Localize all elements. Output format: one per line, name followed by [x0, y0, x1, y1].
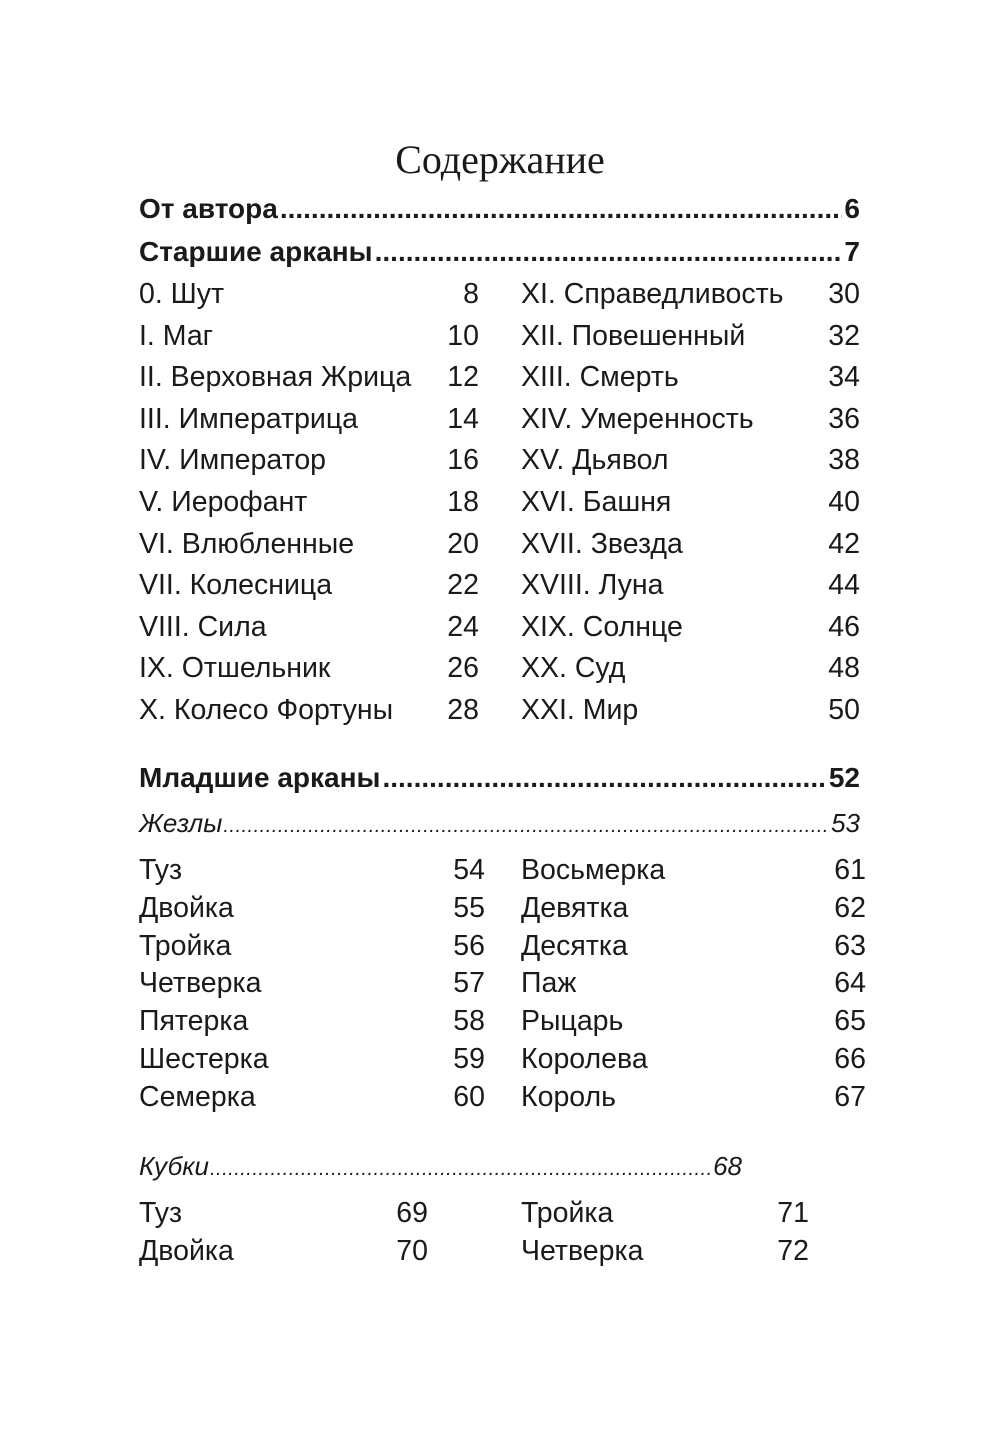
dot-leader: [210, 1151, 712, 1187]
dot-leader: [382, 758, 826, 798]
toc-entry-page: 71: [777, 1197, 809, 1229]
toc-entry[interactable]: [521, 440, 860, 482]
toc-entry[interactable]: [139, 357, 479, 399]
toc-entry-from-author[interactable]: [139, 189, 860, 229]
toc-entry-page: 6: [844, 193, 860, 224]
toc-entry-page: 63: [834, 929, 866, 962]
toc-entry[interactable]: [521, 965, 866, 1003]
toc-entry-label: Шестерка: [139, 1042, 269, 1075]
toc-entry[interactable]: [521, 524, 860, 566]
toc-entry-label: IX. Отшельник: [139, 652, 331, 685]
toc-entry-page: 44: [828, 569, 860, 602]
toc-entry-label: Туз: [139, 1197, 183, 1229]
toc-entry[interactable]: [139, 565, 479, 607]
toc-entry-page: 48: [828, 652, 860, 685]
toc-entry-page: 57: [453, 967, 485, 1000]
toc-entry[interactable]: [139, 524, 479, 566]
wands-list-left: [139, 852, 485, 1117]
toc-entry-label: Пятерка: [139, 1005, 249, 1038]
toc-entry-label: XIV. Умеренность: [521, 402, 754, 435]
toc-entry-label: III. Императрица: [139, 402, 359, 435]
toc-entry-page: 22: [447, 569, 479, 602]
toc-entry-label: XIII. Смерть: [521, 361, 679, 394]
major-arcana-list-right: [521, 274, 860, 732]
toc-entry[interactable]: [521, 1079, 866, 1117]
toc-entry-page: 50: [828, 693, 860, 726]
toc-entry-page: 58: [453, 1005, 485, 1038]
toc-entry-page: 70: [396, 1234, 428, 1267]
toc-entry-page: 52: [828, 762, 860, 793]
toc-entry-label: XV. Дьявол: [521, 444, 669, 477]
toc-entry-page: 66: [834, 1042, 866, 1075]
toc-entry[interactable]: [521, 690, 860, 732]
toc-entry[interactable]: [139, 440, 479, 482]
toc-entry[interactable]: [521, 565, 860, 607]
dot-leader: [375, 232, 843, 272]
toc-entry-label: 0. Шут: [139, 278, 225, 310]
toc-entry-page: 20: [447, 527, 479, 560]
toc-entry-page: 61: [834, 854, 866, 886]
toc-entry-cups[interactable]: [139, 1148, 742, 1187]
toc-entry-label: Восьмерка: [521, 854, 666, 886]
toc-entry-label: XIX. Солнце: [521, 610, 683, 643]
toc-entry-page: 8: [463, 278, 479, 310]
toc-entry-page: 10: [447, 319, 479, 352]
toc-entry[interactable]: [521, 648, 860, 690]
toc-entry-label: XVI. Башня: [521, 485, 672, 518]
toc-entry-page: 42: [828, 527, 860, 560]
toc-entry-label: Тройка: [139, 929, 232, 962]
toc-entry-label: VII. Колесница: [139, 569, 333, 602]
toc-entry-page: 56: [453, 929, 485, 962]
toc-entry-page: 54: [453, 854, 485, 886]
toc-entry[interactable]: [521, 482, 860, 524]
toc-entry-page: 53: [831, 808, 860, 838]
toc-entry[interactable]: [521, 852, 866, 890]
page-title: Содержание: [395, 137, 605, 182]
toc-entry-page: 55: [453, 891, 485, 924]
toc-entry[interactable]: [139, 1079, 485, 1117]
toc-entry[interactable]: [139, 1195, 428, 1233]
toc-entry-page: 62: [834, 891, 866, 924]
toc-entry-page: 12: [447, 361, 479, 394]
toc-entry[interactable]: [521, 1041, 866, 1079]
toc-entry[interactable]: [139, 890, 485, 928]
toc-entry-page: 72: [777, 1234, 809, 1267]
toc-entry-label: XXI. Мир: [521, 693, 639, 726]
toc-entry[interactable]: [139, 607, 479, 649]
major-arcana-list-left: [139, 274, 479, 732]
toc-entry-page: 18: [447, 485, 479, 518]
toc-entry[interactable]: [521, 274, 860, 316]
toc-entry-label: Четверка: [521, 1234, 644, 1267]
toc-entry-label: I. Маг: [139, 319, 214, 352]
cups-list-left: [139, 1195, 428, 1271]
toc-entry-label: XI. Справедливость: [521, 278, 784, 310]
toc-entry-wands[interactable]: [139, 805, 860, 844]
toc-entry-page: 67: [834, 1080, 866, 1113]
toc-entry-page: 36: [828, 402, 860, 435]
toc-entry-page: 34: [828, 361, 860, 394]
toc-entry-label: Паж: [521, 967, 577, 1000]
toc-entry-page: 40: [828, 485, 860, 518]
toc-entry[interactable]: [521, 1233, 809, 1271]
toc-entry-page: 32: [828, 319, 860, 352]
toc-entry[interactable]: [521, 928, 866, 966]
dot-leader: [280, 189, 843, 229]
toc-entry-label: Старшие арканы: [139, 236, 373, 267]
dot-leader: [223, 808, 830, 844]
toc-entry[interactable]: [521, 1195, 809, 1233]
toc-entry-page: 46: [828, 610, 860, 643]
toc-entry-page: 69: [396, 1197, 428, 1229]
toc-entry[interactable]: [139, 1003, 485, 1041]
toc-entry[interactable]: [139, 1041, 485, 1079]
toc-entry-page: 38: [828, 444, 860, 477]
toc-entry-label: Младшие арканы: [139, 762, 381, 793]
toc-entry-label: X. Колесо Фортуны: [139, 693, 394, 726]
toc-entry-label: Кубки: [139, 1151, 209, 1181]
toc-entry-minor-arcana[interactable]: [139, 758, 860, 798]
toc-entry-label: VI. Влюбленные: [139, 527, 355, 560]
toc-entry-label: Десятка: [521, 929, 628, 962]
toc-entry-label: От автора: [139, 193, 278, 224]
toc-entry-major-arcana[interactable]: [139, 232, 860, 272]
toc-entry-label: XII. Повешенный: [521, 319, 746, 352]
toc-entry-label: Четверка: [139, 967, 262, 1000]
toc-entry-page: 30: [828, 278, 860, 310]
toc-entry[interactable]: [139, 274, 479, 316]
cups-list-right: [521, 1195, 809, 1271]
toc-entry-page: 65: [834, 1005, 866, 1038]
toc-entry-label: Рыцарь: [521, 1005, 624, 1038]
toc-entry-page: 60: [453, 1080, 485, 1113]
toc-entry[interactable]: [521, 357, 860, 399]
toc-entry-page: 68: [713, 1151, 742, 1181]
toc-entry-label: XVII. Звезда: [521, 527, 683, 560]
toc-entry-label: Девятка: [521, 891, 629, 924]
toc-entry-label: Королева: [521, 1042, 648, 1075]
toc-entry-label: XX. Суд: [521, 652, 626, 685]
toc-entry[interactable]: [139, 1233, 428, 1271]
toc-entry-label: II. Верховная Жрица: [139, 361, 412, 394]
toc-entry[interactable]: [521, 1003, 866, 1041]
toc-entry[interactable]: [139, 928, 485, 966]
toc-entry[interactable]: [521, 399, 860, 441]
toc-entry-label: VIII. Сила: [139, 610, 267, 643]
toc-entry[interactable]: [139, 965, 485, 1003]
toc-entry-label: Туз: [139, 854, 183, 886]
toc-entry-page: 16: [447, 444, 479, 477]
toc-entry-label: XVIII. Луна: [521, 569, 664, 602]
toc-entry[interactable]: [521, 316, 860, 358]
toc-entry-label: Семерка: [139, 1080, 256, 1113]
toc-entry[interactable]: [139, 852, 485, 890]
toc-entry-label: IV. Император: [139, 444, 327, 477]
toc-entry-label: Король: [521, 1080, 617, 1113]
toc-entry[interactable]: [139, 648, 479, 690]
toc-entry-page: 64: [834, 967, 866, 1000]
toc-entry-page: 26: [447, 652, 479, 685]
toc-entry-label: Двойка: [139, 1234, 234, 1267]
toc-entry-label: V. Иерофант: [139, 485, 308, 518]
toc-entry-label: Двойка: [139, 891, 234, 924]
toc-entry-label: Тройка: [521, 1197, 614, 1229]
toc-entry-page: 28: [447, 693, 479, 726]
toc-entry-page: 59: [453, 1042, 485, 1075]
toc-entry-page: 7: [844, 236, 860, 267]
toc-entry[interactable]: [139, 399, 479, 441]
toc-entry[interactable]: [139, 482, 479, 524]
wands-list-right: [521, 852, 866, 1117]
toc-entry[interactable]: [139, 316, 479, 358]
toc-entry-label: Жезлы: [139, 808, 223, 838]
toc-entry[interactable]: [521, 607, 860, 649]
toc-entry[interactable]: [139, 690, 479, 732]
toc-entry[interactable]: [521, 890, 866, 928]
toc-entry-page: 14: [447, 402, 479, 435]
toc-entry-page: 24: [447, 610, 479, 643]
